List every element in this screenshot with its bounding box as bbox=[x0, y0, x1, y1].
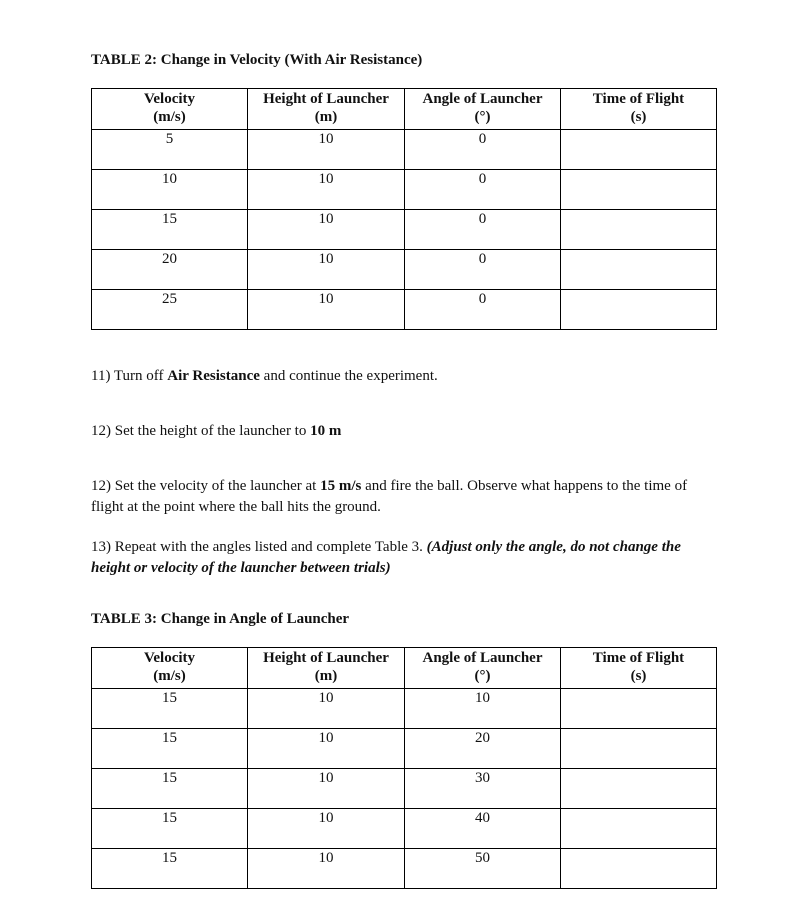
table2-cell-height: 10 bbox=[248, 210, 405, 250]
table2-cell-velocity: 10 bbox=[92, 170, 248, 210]
table3-cell-angle: 30 bbox=[405, 769, 561, 809]
table3-caption: TABLE 3: Change in Angle of Launcher bbox=[91, 611, 350, 627]
step-12-velocity: 12) Set the velocity of the launcher at 15 m/s and fire the ball. Observe what happens to the time of flight at the point where the ball hits the ground. bbox=[91, 478, 688, 515]
table-row bbox=[92, 689, 717, 729]
table3-cell-velocity: 15 bbox=[92, 769, 248, 809]
table2-header-row bbox=[92, 89, 717, 130]
table2-header-time: Time of Flight (s) bbox=[561, 89, 717, 130]
table-row bbox=[92, 210, 717, 250]
table2-caption: TABLE 2: Change in Velocity (With Air Resistance) bbox=[91, 52, 423, 68]
table-row bbox=[92, 809, 717, 849]
table3-cell-time-input[interactable] bbox=[561, 729, 717, 769]
table3-cell-time-input[interactable] bbox=[561, 689, 717, 729]
table3-cell-time-input[interactable] bbox=[561, 769, 717, 809]
table3-cell-height: 10 bbox=[248, 769, 405, 809]
table2-cell-time-input[interactable] bbox=[561, 130, 717, 170]
table2-cell-angle: 0 bbox=[405, 290, 561, 330]
table2-cell-velocity: 20 bbox=[92, 250, 248, 290]
table2-cell-height: 10 bbox=[248, 290, 405, 330]
table3-cell-velocity: 15 bbox=[92, 689, 248, 729]
table2 bbox=[91, 88, 717, 330]
table2-cell-time-input[interactable] bbox=[561, 170, 717, 210]
table-row bbox=[92, 290, 717, 330]
table2-header-velocity: Velocity (m/s) bbox=[92, 89, 248, 130]
table2-cell-velocity: 15 bbox=[92, 210, 248, 250]
table3-cell-time-input[interactable] bbox=[561, 809, 717, 849]
table3-cell-height: 10 bbox=[248, 729, 405, 769]
table3-header-time: Time of Flight (s) bbox=[561, 648, 717, 689]
table3 bbox=[91, 647, 717, 889]
table2-cell-height: 10 bbox=[248, 130, 405, 170]
table-row bbox=[92, 849, 717, 889]
step-13: 13) Repeat with the angles listed and complete Table 3. (Adjust only the angle, do not change the height or velocity of the launcher between trials) bbox=[91, 539, 681, 576]
table-row bbox=[92, 170, 717, 210]
table3-cell-angle: 50 bbox=[405, 849, 561, 889]
table3-header-velocity: Velocity (m/s) bbox=[92, 648, 248, 689]
table3-cell-velocity: 15 bbox=[92, 729, 248, 769]
table3-cell-height: 10 bbox=[248, 809, 405, 849]
table2-cell-time-input[interactable] bbox=[561, 250, 717, 290]
table3-header-angle: Angle of Launcher (°) bbox=[405, 648, 561, 689]
table3-header-row bbox=[92, 648, 717, 689]
table3-header-height: Height of Launcher (m) bbox=[248, 648, 405, 689]
table2-cell-angle: 0 bbox=[405, 250, 561, 290]
table2-cell-time-input[interactable] bbox=[561, 290, 717, 330]
step-11: 11) Turn off Air Resistance and continue the experiment. bbox=[91, 368, 438, 384]
table2-cell-height: 10 bbox=[248, 170, 405, 210]
table3-cell-time-input[interactable] bbox=[561, 849, 717, 889]
table2-header-height: Height of Launcher (m) bbox=[248, 89, 405, 130]
table3-cell-angle: 10 bbox=[405, 689, 561, 729]
table2-cell-angle: 0 bbox=[405, 210, 561, 250]
table-row bbox=[92, 729, 717, 769]
table3-cell-velocity: 15 bbox=[92, 809, 248, 849]
table3-cell-angle: 20 bbox=[405, 729, 561, 769]
table2-cell-time-input[interactable] bbox=[561, 210, 717, 250]
table-row bbox=[92, 250, 717, 290]
table3-cell-height: 10 bbox=[248, 849, 405, 889]
table2-cell-height: 10 bbox=[248, 250, 405, 290]
table-row bbox=[92, 769, 717, 809]
table3-cell-height: 10 bbox=[248, 689, 405, 729]
table3-cell-velocity: 15 bbox=[92, 849, 248, 889]
table2-cell-angle: 0 bbox=[405, 170, 561, 210]
table3-cell-angle: 40 bbox=[405, 809, 561, 849]
table2-cell-velocity: 5 bbox=[92, 130, 248, 170]
step-12-height: 12) Set the height of the launcher to 10 m bbox=[91, 423, 342, 439]
table2-cell-angle: 0 bbox=[405, 130, 561, 170]
table-row bbox=[92, 130, 717, 170]
table2-header-angle: Angle of Launcher (°) bbox=[405, 89, 561, 130]
table2-cell-velocity: 25 bbox=[92, 290, 248, 330]
